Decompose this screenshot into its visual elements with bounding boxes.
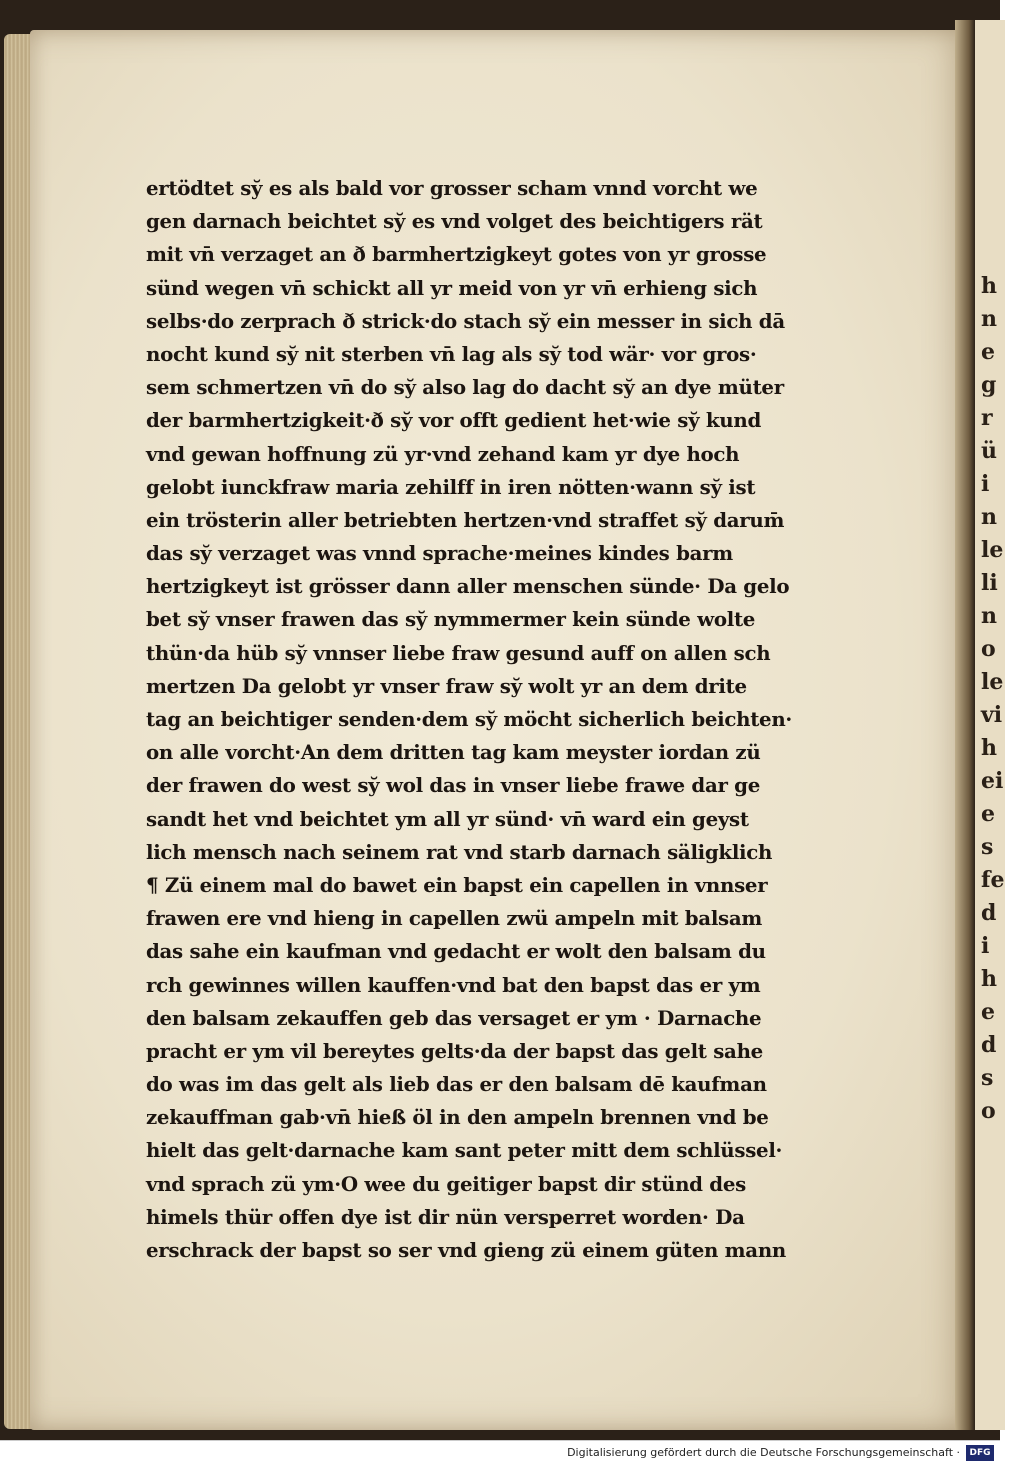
text-line: mit vn̄ verzaget an ð barmhertzigkeyt gotes von yr grosse xyxy=(146,242,767,267)
facing-page-fragment: ei xyxy=(981,768,1004,794)
text-line: frawen ere vnd hieng in capellen zwü ampeln mit balsam xyxy=(146,906,763,931)
text-line: bet sy̆ vnser frawen das sy̆ nymmermer kein sünde wolte xyxy=(146,607,756,632)
text-line: ein trösterin aller betriebten hertzen·vnd straffet sy̆ darum̄ xyxy=(146,507,785,532)
text-line: thün·da hüb sy̆ vnnser liebe fraw gesund auff on allen sch xyxy=(146,640,771,665)
facing-page-fragment: h xyxy=(981,735,997,761)
text-line: zekauffman gab·vn̄ hieß öl in den ampeln brennen vnd be xyxy=(146,1105,769,1130)
text-line: sem schmertzen vn̄ do sy̆ also lag do dacht sy̆ an dye müter xyxy=(146,375,784,400)
footer-credit: Digitalisierung gefördert durch die Deutsche Forschungsgemeinschaft · xyxy=(567,1446,960,1459)
text-line: pracht er ym vil bereytes gelts·da der bapst das gelt sahe xyxy=(146,1038,763,1063)
facing-page-fragment: ü xyxy=(981,438,997,464)
text-line: der barmhertzigkeit·ð sy̆ vor offt gedient het·wie sy̆ kund xyxy=(146,408,761,433)
text-line: on alle vorcht·An dem dritten tag kam meyster iordan zü xyxy=(146,740,761,765)
text-line: das sy̆ verzaget was vnnd sprache·meines kindes barm xyxy=(146,541,733,566)
facing-page-fragment: i xyxy=(981,933,990,959)
text-line: himels thür offen dye ist dir nün versperret worden· Da xyxy=(146,1204,745,1229)
facing-page-fragment: li xyxy=(981,570,998,596)
facing-page-fragment: n xyxy=(981,603,997,629)
facing-page-fragment: d xyxy=(981,1032,997,1058)
facing-page-fragment: le xyxy=(981,537,1004,563)
facing-page-fragment: r xyxy=(981,405,993,431)
text-line: sünd wegen vn̄ schickt all yr meid von yr vn̄ erhieng sich xyxy=(146,275,758,300)
page-text-block xyxy=(146,172,906,1267)
facing-page-fragment: e xyxy=(981,801,995,827)
text-line: gen darnach beichtet sy̆ es vnd volget des beichtigers rät xyxy=(146,209,763,234)
text-line: erschrack der bapst so ser vnd gieng zü einem güten mann xyxy=(146,1238,786,1262)
text-line: lich mensch nach seinem rat vnd starb darnach säligklich xyxy=(146,839,773,864)
text-line: sandt het vnd beichtet ym all yr sünd· vn̄ ward ein geyst xyxy=(146,806,749,831)
text-line: vnd gewan hoffnung zü yr·vnd zehand kam yr dye hoch xyxy=(146,441,740,466)
text-line: hielt das gelt·darnache kam sant peter mitt dem schlüssel· xyxy=(146,1138,783,1163)
text-line: selbs·do zerprach ð strick·do stach sy̆ ein messer in sich dā xyxy=(146,308,785,333)
text-line: hertzigkeyt ist grösser dann aller menschen sünde· Da gelo xyxy=(146,574,790,599)
facing-page-fragment: e xyxy=(981,339,995,365)
text-line: das sahe ein kaufman vnd gedacht er wolt den balsam du xyxy=(146,939,766,964)
facing-page-fragment: d xyxy=(981,900,997,926)
facing-page-fragment: o xyxy=(981,1098,996,1124)
text-line: gelobt iunckfraw maria zehilff in iren nötten·wann sy̆ ist xyxy=(146,474,756,499)
facing-page-edge xyxy=(975,20,1005,1430)
facing-page-fragment: fe xyxy=(981,867,1005,893)
book-gutter xyxy=(955,20,975,1430)
facing-page-fragment: le xyxy=(981,669,1004,695)
text-line: den balsam zekauffen geb das versaget er ym · Darnache xyxy=(146,1005,762,1030)
facing-page-fragment: g xyxy=(981,372,997,398)
facing-page-fragment: vi xyxy=(981,702,1003,728)
facing-page-fragment: h xyxy=(981,273,997,299)
facing-page-fragment: s xyxy=(981,1065,994,1091)
text-line: rch gewinnes willen kauffen·vnd bat den bapst das er ym xyxy=(146,972,761,997)
facing-page-fragment: s xyxy=(981,834,994,860)
text-line: der frawen do west sy̆ wol das in vnser liebe frawe dar ge xyxy=(146,773,760,798)
dfg-logo-icon: DFG xyxy=(966,1445,994,1461)
text-line: mertzen Da gelobt yr vnser fraw sy̆ wolt yr an dem drite xyxy=(146,673,747,698)
text-line: do was im das gelt als lieb das er den balsam dē kaufman xyxy=(146,1072,767,1097)
facing-page-fragment: o xyxy=(981,636,996,662)
footer-bar xyxy=(0,1440,1000,1467)
text-line: tag an beichtiger senden·dem sy̆ möcht sicherlich beichten· xyxy=(146,707,792,731)
facing-page-fragment: n xyxy=(981,306,997,332)
facing-page-fragment: i xyxy=(981,471,990,497)
text-line: nocht kund sy̆ nit sterben vn̄ lag als sy̆ tod wär· vor gros· xyxy=(146,341,757,366)
text-line: ¶ Zü einem mal do bawet ein bapst ein capellen in vnnser xyxy=(146,872,768,897)
facing-page-fragment: e xyxy=(981,999,995,1025)
facing-page-fragment: n xyxy=(981,504,997,530)
facing-page-text-fragments xyxy=(981,270,1011,1128)
text-line: vnd sprach zü ym·O wee du geitiger bapst dir stünd des xyxy=(146,1171,746,1196)
facing-page-fragment: h xyxy=(981,966,997,992)
text-line: ertödtet sy̆ es als bald vor grosser scham vnnd vorcht we xyxy=(146,176,758,200)
